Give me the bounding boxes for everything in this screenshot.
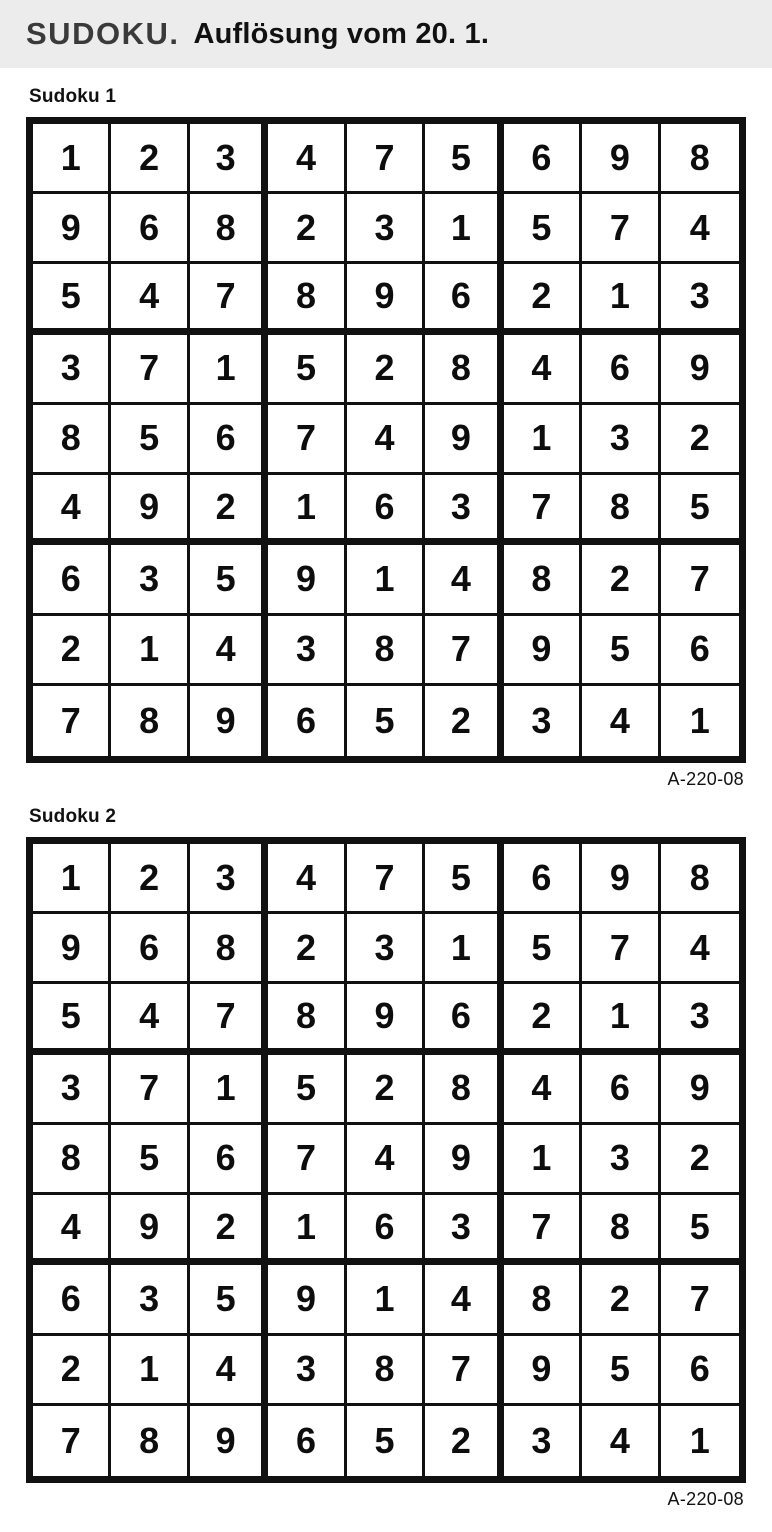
sudoku-cell[interactable]: 8	[425, 335, 503, 405]
sudoku-cell[interactable]: 1	[190, 1055, 268, 1125]
sudoku-cell[interactable]: 7	[268, 1125, 346, 1195]
sudoku-cell[interactable]: 4	[504, 335, 582, 405]
sudoku-cell[interactable]: 9	[661, 335, 739, 405]
sudoku-cell[interactable]: 1	[33, 844, 111, 914]
page-header	[0, 0, 772, 70]
sudoku-cell[interactable]: 9	[268, 1265, 346, 1335]
sudoku-cell[interactable]: 8	[347, 616, 425, 686]
sudoku-cell[interactable]: 2	[111, 844, 189, 914]
puzzle-label-2: Sudoku 2	[29, 806, 117, 827]
sudoku-cell[interactable]: 5	[425, 844, 503, 914]
sudoku-cell[interactable]: 1	[661, 1406, 739, 1476]
sudoku-cell[interactable]: 4	[425, 545, 503, 615]
sudoku-cell[interactable]: 4	[33, 1195, 111, 1265]
sudoku-cell[interactable]: 4	[190, 1336, 268, 1406]
sudoku-grid-1[interactable]	[26, 117, 746, 763]
sudoku-cell[interactable]: 7	[347, 124, 425, 194]
sudoku-cell[interactable]: 7	[582, 194, 660, 264]
sudoku-cell[interactable]: 5	[190, 545, 268, 615]
sudoku-cell[interactable]: 3	[347, 914, 425, 984]
sudoku-cell[interactable]: 9	[33, 194, 111, 264]
sudoku-cell[interactable]: 7	[582, 914, 660, 984]
sudoku-cell[interactable]: 8	[33, 405, 111, 475]
sudoku-cell[interactable]: 4	[661, 914, 739, 984]
sudoku-cell[interactable]: 6	[661, 1336, 739, 1406]
sudoku-cell[interactable]: 3	[190, 124, 268, 194]
sudoku-cell[interactable]: 2	[582, 1265, 660, 1335]
sudoku-cell[interactable]: 5	[504, 194, 582, 264]
sudoku-cell[interactable]: 3	[425, 1195, 503, 1265]
sudoku-grid-2[interactable]	[26, 837, 746, 1483]
sudoku-cell[interactable]: 9	[268, 545, 346, 615]
sudoku-cell[interactable]: 2	[347, 335, 425, 405]
sudoku-cell[interactable]: 8	[190, 194, 268, 264]
sudoku-cell[interactable]: 9	[661, 1055, 739, 1125]
sudoku-cell[interactable]: 6	[582, 335, 660, 405]
sudoku-cell[interactable]: 4	[347, 1125, 425, 1195]
sudoku-cell[interactable]: 4	[33, 475, 111, 545]
sudoku-cell[interactable]: 4	[268, 124, 346, 194]
sudoku-cell[interactable]: 4	[425, 1265, 503, 1335]
sudoku-cell[interactable]: 9	[504, 616, 582, 686]
page-title: SUDOKU.	[26, 16, 180, 51]
sudoku-cell[interactable]: 8	[33, 1125, 111, 1195]
sudoku-cell[interactable]: 6	[33, 545, 111, 615]
puzzle-block-1	[0, 86, 772, 790]
sudoku-cell[interactable]: 9	[347, 984, 425, 1054]
sudoku-cell[interactable]: 8	[268, 264, 346, 334]
sudoku-cell[interactable]: 2	[504, 264, 582, 334]
sudoku-cell[interactable]: 2	[268, 194, 346, 264]
sudoku-cell[interactable]: 9	[582, 844, 660, 914]
sudoku-cell[interactable]: 3	[111, 545, 189, 615]
sudoku-cell[interactable]: 6	[425, 264, 503, 334]
sudoku-cell[interactable]: 9	[190, 686, 268, 756]
sudoku-cell[interactable]: 2	[190, 475, 268, 545]
sudoku-cell[interactable]: 3	[582, 1125, 660, 1195]
sudoku-cell[interactable]: 7	[504, 475, 582, 545]
sudoku-cell[interactable]: 3	[582, 405, 660, 475]
sudoku-cell[interactable]: 7	[190, 264, 268, 334]
sudoku-cell[interactable]: 3	[504, 1406, 582, 1476]
sudoku-cell[interactable]: 1	[347, 1265, 425, 1335]
sudoku-cell[interactable]: 3	[504, 686, 582, 756]
sudoku-cell[interactable]: 3	[190, 844, 268, 914]
sudoku-cell[interactable]: 5	[425, 124, 503, 194]
sudoku-cell[interactable]: 4	[111, 264, 189, 334]
sudoku-cell[interactable]: 3	[111, 1265, 189, 1335]
sudoku-cell[interactable]: 1	[661, 686, 739, 756]
sudoku-cell[interactable]: 9	[425, 405, 503, 475]
puzzle-code-2: A-220-08	[667, 1489, 744, 1509]
sudoku-cell[interactable]: 5	[347, 1406, 425, 1476]
sudoku-cell[interactable]: 7	[268, 405, 346, 475]
sudoku-cell[interactable]: 7	[190, 984, 268, 1054]
sudoku-cell[interactable]: 6	[347, 1195, 425, 1265]
sudoku-cell[interactable]: 9	[425, 1125, 503, 1195]
sudoku-cell[interactable]: 5	[347, 686, 425, 756]
sudoku-cell[interactable]: 8	[582, 475, 660, 545]
sudoku-cell[interactable]: 2	[33, 616, 111, 686]
sudoku-cell[interactable]: 1	[582, 984, 660, 1054]
sudoku-cell[interactable]: 9	[582, 124, 660, 194]
sudoku-cell[interactable]: 5	[582, 616, 660, 686]
sudoku-cell[interactable]: 6	[111, 194, 189, 264]
sudoku-cell[interactable]: 2	[347, 1055, 425, 1125]
sudoku-cell[interactable]: 6	[504, 124, 582, 194]
sudoku-cell[interactable]: 2	[425, 1406, 503, 1476]
sudoku-cell[interactable]: 3	[268, 1336, 346, 1406]
sudoku-cell[interactable]: 6	[347, 475, 425, 545]
sudoku-cell[interactable]: 5	[661, 1195, 739, 1265]
sudoku-cell[interactable]: 9	[504, 1336, 582, 1406]
puzzle-block-2	[0, 806, 772, 1510]
sudoku-cell[interactable]: 1	[33, 124, 111, 194]
sudoku-cell[interactable]: 4	[268, 844, 346, 914]
sudoku-cell[interactable]: 4	[504, 1055, 582, 1125]
sudoku-cell[interactable]: 9	[347, 264, 425, 334]
sudoku-cell[interactable]: 8	[190, 914, 268, 984]
sudoku-cell[interactable]: 6	[425, 984, 503, 1054]
sudoku-cell[interactable]: 5	[111, 405, 189, 475]
sudoku-cell[interactable]: 7	[111, 335, 189, 405]
sudoku-cell[interactable]: 5	[268, 335, 346, 405]
sudoku-cell[interactable]: 2	[33, 1336, 111, 1406]
sudoku-cell[interactable]: 6	[190, 1125, 268, 1195]
sudoku-cell[interactable]: 9	[33, 914, 111, 984]
sudoku-cell[interactable]: 4	[661, 194, 739, 264]
sudoku-cell[interactable]: 1	[425, 194, 503, 264]
puzzle-label-1: Sudoku 1	[29, 86, 117, 107]
sudoku-cell[interactable]: 4	[582, 686, 660, 756]
sudoku-cell[interactable]: 2	[111, 124, 189, 194]
sudoku-cell[interactable]: 7	[425, 616, 503, 686]
sudoku-cell[interactable]: 1	[425, 914, 503, 984]
sudoku-cell[interactable]: 7	[661, 545, 739, 615]
sudoku-cell[interactable]: 6	[33, 1265, 111, 1335]
sudoku-cell[interactable]: 1	[504, 1125, 582, 1195]
sudoku-cell[interactable]: 5	[111, 1125, 189, 1195]
sudoku-cell[interactable]: 1	[582, 264, 660, 334]
sudoku-cell[interactable]: 2	[425, 686, 503, 756]
sudoku-cell[interactable]: 3	[347, 194, 425, 264]
sudoku-cell[interactable]: 1	[268, 475, 346, 545]
sudoku-cell[interactable]: 3	[268, 616, 346, 686]
sudoku-cell[interactable]: 7	[33, 686, 111, 756]
sudoku-cell[interactable]: 4	[190, 616, 268, 686]
sudoku-cell[interactable]: 5	[33, 984, 111, 1054]
sudoku-cell[interactable]: 3	[425, 475, 503, 545]
sudoku-cell[interactable]: 8	[425, 1055, 503, 1125]
sudoku-cell[interactable]: 6	[268, 686, 346, 756]
sudoku-cell[interactable]: 7	[33, 1406, 111, 1476]
sudoku-cell[interactable]: 8	[111, 1406, 189, 1476]
sudoku-cell[interactable]: 4	[582, 1406, 660, 1476]
sudoku-cell[interactable]: 9	[111, 475, 189, 545]
sudoku-cell[interactable]: 1	[504, 405, 582, 475]
sudoku-cell[interactable]: 3	[33, 335, 111, 405]
sudoku-cell[interactable]: 2	[661, 405, 739, 475]
sudoku-cell[interactable]: 7	[425, 1336, 503, 1406]
sudoku-cell[interactable]: 2	[582, 545, 660, 615]
sudoku-cell[interactable]: 5	[33, 264, 111, 334]
sudoku-cell[interactable]: 8	[504, 1265, 582, 1335]
sudoku-cell[interactable]: 1	[111, 1336, 189, 1406]
sudoku-cell[interactable]: 6	[661, 616, 739, 686]
sudoku-cell[interactable]: 6	[111, 914, 189, 984]
sudoku-cell[interactable]: 1	[347, 545, 425, 615]
sudoku-cell[interactable]: 1	[111, 616, 189, 686]
sudoku-cell[interactable]: 4	[347, 405, 425, 475]
sudoku-cell[interactable]: 1	[190, 335, 268, 405]
sudoku-cell[interactable]: 6	[190, 405, 268, 475]
sudoku-cell[interactable]: 6	[582, 1055, 660, 1125]
sudoku-cell[interactable]: 2	[190, 1195, 268, 1265]
sudoku-cell[interactable]: 8	[661, 844, 739, 914]
page-subtitle: Auflösung vom 20. 1.	[193, 17, 490, 50]
sudoku-cell[interactable]: 8	[111, 686, 189, 756]
sudoku-cell[interactable]: 3	[661, 264, 739, 334]
sudoku-cell[interactable]: 8	[347, 1336, 425, 1406]
sudoku-cell[interactable]: 2	[661, 1125, 739, 1195]
sudoku-cell[interactable]: 5	[582, 1336, 660, 1406]
sudoku-cell[interactable]: 2	[268, 914, 346, 984]
sudoku-cell[interactable]: 6	[268, 1406, 346, 1476]
sudoku-cell[interactable]: 7	[504, 1195, 582, 1265]
sudoku-cell[interactable]: 8	[661, 124, 739, 194]
sudoku-cell[interactable]: 4	[111, 984, 189, 1054]
sudoku-cell[interactable]: 5	[504, 914, 582, 984]
sudoku-cell[interactable]: 5	[268, 1055, 346, 1125]
sudoku-cell[interactable]: 1	[268, 1195, 346, 1265]
sudoku-cell[interactable]: 8	[268, 984, 346, 1054]
sudoku-cell[interactable]: 6	[504, 844, 582, 914]
sudoku-cell[interactable]: 2	[504, 984, 582, 1054]
sudoku-cell[interactable]: 3	[661, 984, 739, 1054]
sudoku-cell[interactable]: 3	[33, 1055, 111, 1125]
sudoku-cell[interactable]: 9	[190, 1406, 268, 1476]
sudoku-cell[interactable]: 5	[190, 1265, 268, 1335]
puzzle-code-1: A-220-08	[667, 769, 744, 789]
sudoku-cell[interactable]: 9	[111, 1195, 189, 1265]
sudoku-cell[interactable]: 5	[661, 475, 739, 545]
sudoku-cell[interactable]: 7	[347, 844, 425, 914]
sudoku-cell[interactable]: 8	[504, 545, 582, 615]
sudoku-cell[interactable]: 7	[661, 1265, 739, 1335]
sudoku-cell[interactable]: 7	[111, 1055, 189, 1125]
sudoku-cell[interactable]: 8	[582, 1195, 660, 1265]
